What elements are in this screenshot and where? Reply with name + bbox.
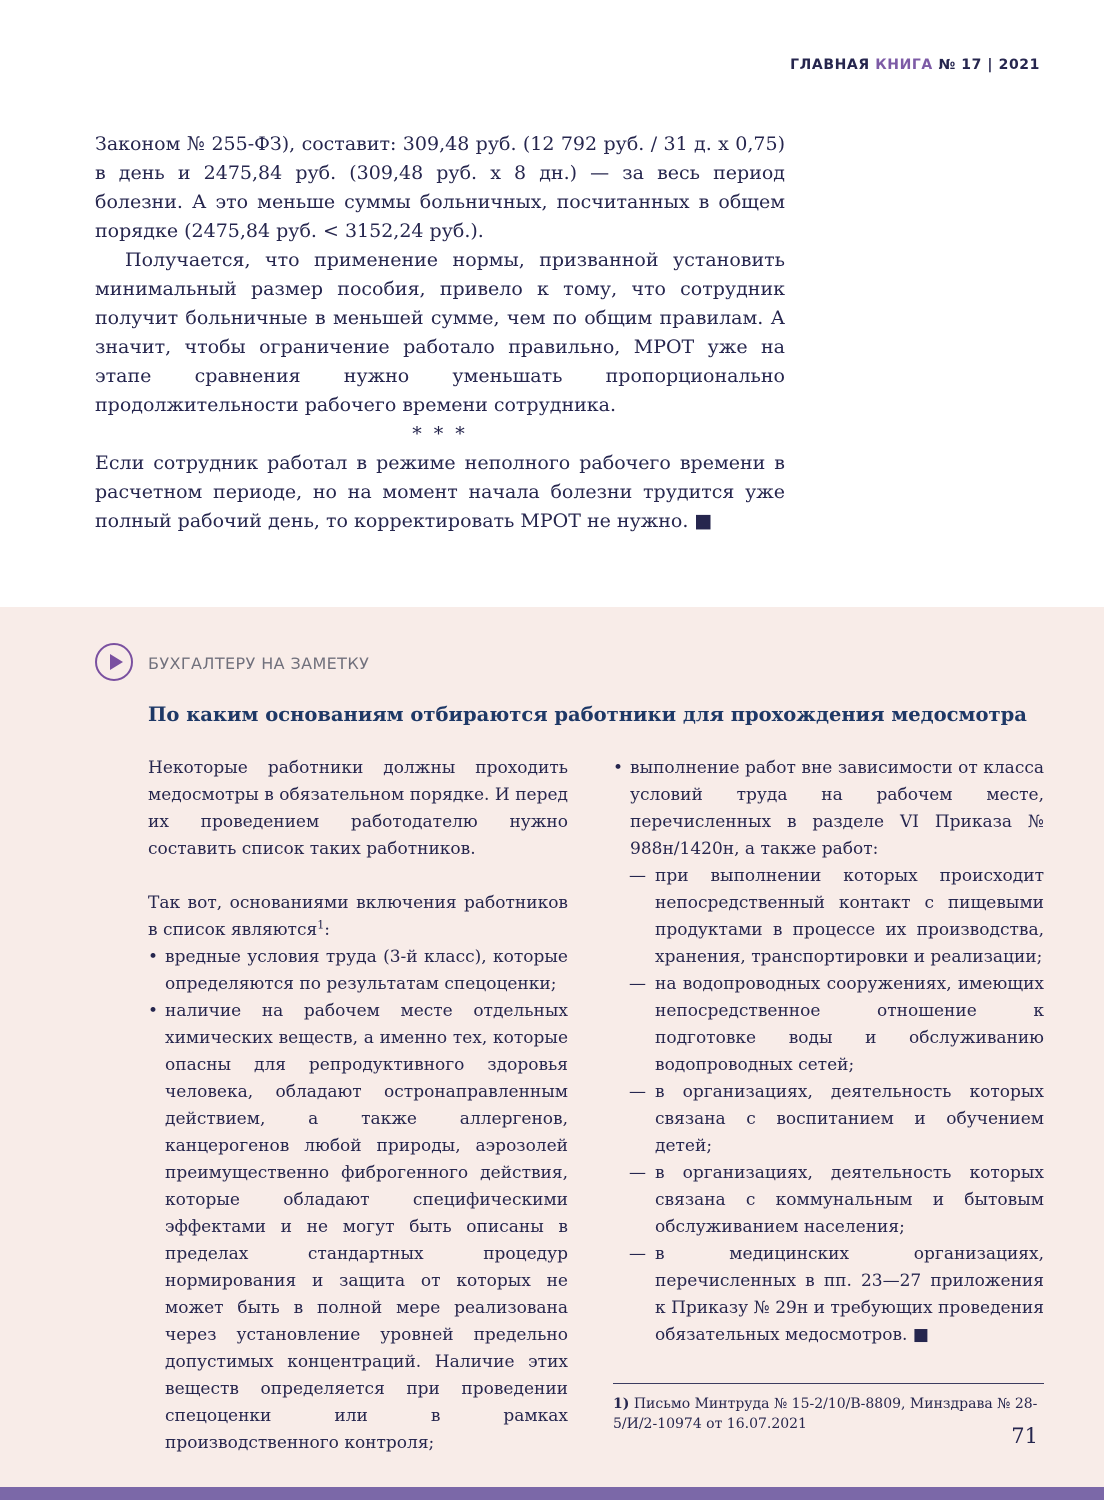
bullet-marker: • bbox=[148, 1001, 159, 1021]
list-item bbox=[613, 755, 1044, 863]
play-triangle-icon bbox=[110, 654, 123, 670]
footnote-divider bbox=[613, 1383, 1044, 1384]
page-number: 71 bbox=[1011, 1424, 1038, 1448]
magazine-issue: № 17 | 2021 bbox=[938, 57, 1040, 73]
left-column bbox=[148, 755, 568, 1457]
dash-marker: — bbox=[629, 1082, 646, 1102]
footnote-block bbox=[613, 1383, 1044, 1434]
right-column bbox=[613, 755, 1044, 1457]
list-item bbox=[148, 944, 568, 998]
magazine-header bbox=[790, 57, 1040, 73]
bullet-marker: • bbox=[148, 947, 159, 967]
list-item-text: в организациях, деятельность которых связана с коммунальным и бытовым обслуживанием населения; bbox=[655, 1163, 1044, 1237]
list-item bbox=[629, 1079, 1044, 1160]
footnote-reference: 1 bbox=[317, 918, 325, 932]
note-title: По каким основаниям отбираются работники для прохождения медосмотра bbox=[148, 703, 1027, 726]
footnote-marker: 1) bbox=[613, 1396, 630, 1412]
list-item-text: при выполнении которых происходит непосредственный контакт с пищевыми продуктами в процессе их производства, хранения, транспортировки и реализации; bbox=[655, 866, 1044, 967]
footnote bbox=[613, 1394, 1044, 1434]
dash-marker: — bbox=[629, 866, 646, 886]
dash-marker: — bbox=[629, 974, 646, 994]
play-icon bbox=[95, 643, 133, 681]
list-item-text: вредные условия труда (3-й класс), которые определяются по результатам спецоценки; bbox=[165, 947, 568, 994]
section-separator: * * * bbox=[412, 423, 468, 445]
lead-text: Так вот, основаниями включения работников в список являются bbox=[148, 893, 568, 940]
note-lead bbox=[148, 890, 568, 944]
dash-sublist bbox=[629, 863, 1044, 1349]
list-item-text: в медицинских организациях, перечисленных в пп. 23—27 приложения к Приказу № 29н и требующих проведения обязательных медосмотров. ■ bbox=[655, 1244, 1044, 1345]
footnote-text: Письмо Минтруда № 15-2/10/В-8809, Минздрава № 28-5/И/2-10974 от 16.07.2021 bbox=[613, 1396, 1038, 1432]
list-item-text: выполнение работ вне зависимости от класса условий труда на рабочем месте, перечисленных в разделе VI Приказа № 988н/1420н, а также работ: bbox=[630, 758, 1044, 859]
magazine-title-part2: КНИГА bbox=[875, 57, 933, 73]
article-paragraph: Если сотрудник работал в режиме неполного рабочего времени в расчетном периоде, но на момент начала болезни трудится уже полный рабочий день, то корректировать МРОТ не нужно. ■ bbox=[95, 452, 785, 532]
section-kicker: БУХГАЛТЕРУ НА ЗАМЕТКУ bbox=[148, 654, 370, 673]
lead-colon: : bbox=[324, 920, 330, 940]
dash-marker: — bbox=[629, 1244, 646, 1264]
list-item-text: наличие на рабочем месте отдельных химических веществ, а именно тех, которые опасны для репродуктивного здоровья человека, обладают остронаправленным действием, а также аллергенов, канцерогенов любой природы, аэрозолей преимущественно фиброгенного действия, которые обладают специфическими эффектами и не могут быть описаны в пределах стандартных процедур нормирования и защита от которых не может быть в полной мере реализована через установление уровней предельно допустимых концентраций. Наличие этих веществ определяется при проведении спецоценки или в рамках производственного контроля; bbox=[165, 1001, 568, 1453]
two-column-layout bbox=[148, 755, 1044, 1457]
list-item-text: на водопроводных сооружениях, имеющих непосредственное отношение к подготовке воды и обслуживанию водопроводных сетей; bbox=[655, 974, 1044, 1075]
note-intro: Некоторые работники должны проходить медосмотры в обязательном порядке. И перед их проведением работодателю нужно составить список таких работников. bbox=[148, 758, 568, 859]
list-item bbox=[148, 998, 568, 1457]
article-paragraph: Получается, что применение нормы, призванной установить минимальный размер пособия, привело к тому, что сотрудник получит больничные в меньшей сумме, чем по общим правилам. А значит, чтобы ограничение работало правильно, МРОТ уже на этапе сравнения нужно уменьшать пропорционально продолжительности рабочего времени сотрудника. bbox=[95, 249, 785, 416]
list-item bbox=[629, 863, 1044, 971]
list-item bbox=[629, 971, 1044, 1079]
accountant-note-section bbox=[0, 607, 1104, 1500]
list-item bbox=[629, 1160, 1044, 1241]
magazine-title-part1: ГЛАВНАЯ bbox=[790, 57, 870, 73]
list-item-text: в организациях, деятельность которых связана с воспитанием и обучением детей; bbox=[655, 1082, 1044, 1156]
dash-marker: — bbox=[629, 1163, 646, 1183]
bottom-accent-bar bbox=[0, 1487, 1104, 1500]
article-paragraph: Законом № 255-ФЗ), составит: 309,48 руб. (12 792 руб. / 31 д. х 0,75) в день и 2475,84 руб. (309,48 руб. х 8 дн.) — за весь период болезни. А это меньше суммы больничных, посчитанных в общем порядке (2475,84 руб. < 3152,24 руб.). bbox=[95, 133, 785, 242]
article-body bbox=[95, 130, 785, 536]
bullet-marker: • bbox=[613, 758, 624, 778]
list-item bbox=[629, 1241, 1044, 1349]
